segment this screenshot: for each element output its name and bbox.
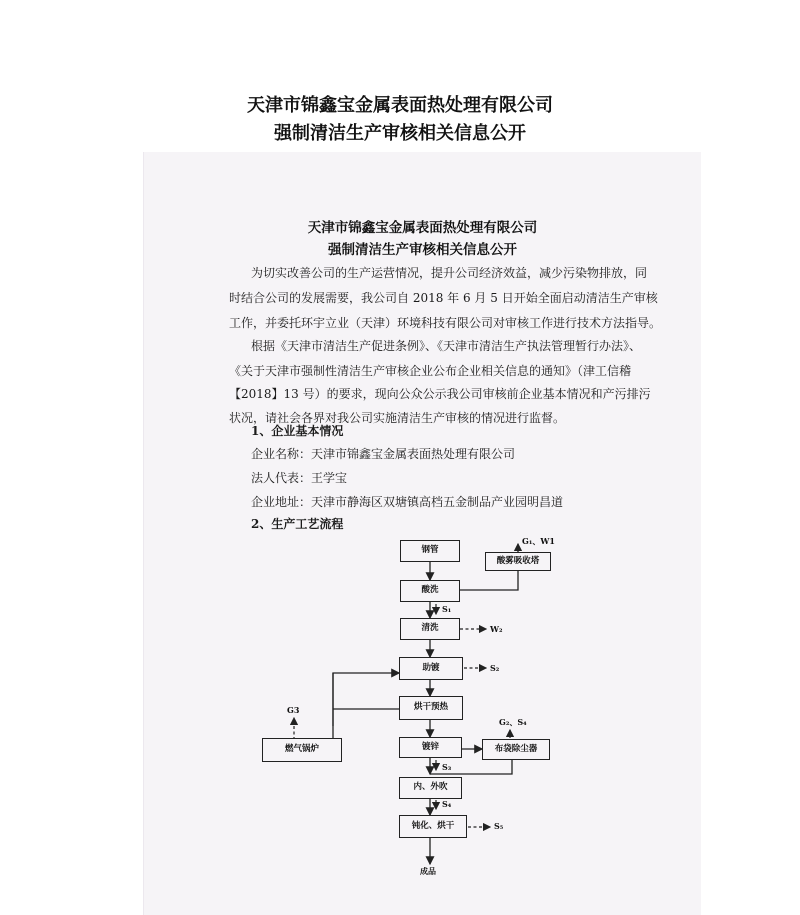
document-title-line2: 强制清洁生产审核相关信息公开 [328, 242, 517, 258]
flow-gas-boiler: 燃气锅炉 [262, 738, 342, 762]
scanned-document [143, 152, 701, 915]
para1-line3: 工作，并委托环宇立业（天津）环境科技有限公司对审核工作进行技术方法指导。 [229, 316, 662, 330]
label-g2-s4: G₂、S₄ [499, 717, 527, 727]
flow-step-fluxing: 助镀 [399, 657, 463, 680]
flow-product: 成品 [420, 866, 436, 876]
label-g3: G3 [287, 705, 300, 715]
page-title-line1: 天津市锦鑫宝金属表面热处理有限公司 [247, 95, 553, 116]
flow-step-rinsing: 清洗 [400, 618, 460, 640]
para2-line4: 状况，请社会各界对我公司实施清洁生产审核的情况进行监督。 [229, 411, 566, 425]
para1-line2: 时结合公司的发展需要，我公司自 2018 年 6 月 5 日开始全面启动清洁生产审核 [229, 291, 658, 305]
company-name: 企业名称：天津市锦鑫宝金属表面热处理有限公司 [251, 447, 516, 461]
flow-step-steel-pipe: 钢管 [400, 540, 460, 562]
section1-heading: 1、企业基本情况 [251, 424, 344, 438]
label-s5: S₅ [494, 821, 504, 831]
label-w2: W₂ [490, 624, 503, 634]
para2-line2: 《关于天津市强制性清洁生产审核企业公布企业相关信息的通知》（津工信稽 [229, 364, 632, 378]
flow-step-passivation-drying: 钝化、烘干 [399, 815, 467, 838]
para2-line1: 根据《天津市清洁生产促进条例》、《天津市清洁生产执法管理暂行办法》、 [251, 339, 642, 353]
section2-heading: 2、生产工艺流程 [251, 517, 344, 531]
flow-step-drying-preheat: 烘干预热 [399, 696, 463, 720]
label-s3: S₃ [442, 762, 452, 772]
para1-line1: 为切实改善公司的生产运营情况，提升公司经济效益，减少污染物排放，同 [251, 266, 648, 280]
flow-step-galvanizing: 镀锌 [399, 737, 462, 758]
legal-representative: 法人代表：王学宝 [251, 471, 348, 485]
label-s2: S₂ [490, 663, 500, 673]
label-s1: S₁ [442, 604, 452, 614]
flow-baghouse: 布袋除尘器 [482, 739, 550, 760]
label-g1-w1: G₁、W1 [522, 536, 555, 546]
flowchart-connectors [144, 152, 701, 915]
flow-step-blowing: 内、外吹 [399, 777, 462, 799]
flow-acid-mist-tower: 酸雾吸收塔 [485, 552, 551, 571]
company-address: 企业地址：天津市静海区双塘镇高档五金制品产业园明昌道 [251, 495, 564, 509]
label-s4: S₄ [442, 799, 452, 809]
document-title-line1: 天津市锦鑫宝金属表面热处理有限公司 [307, 220, 538, 236]
flow-step-pickling: 酸洗 [400, 580, 460, 602]
page-title-line2: 强制清洁生产审核相关信息公开 [274, 123, 526, 144]
para2-line3: 【2018】13 号）的要求，现向公众公示我公司审核前企业基本情况和产污排污 [229, 387, 651, 401]
